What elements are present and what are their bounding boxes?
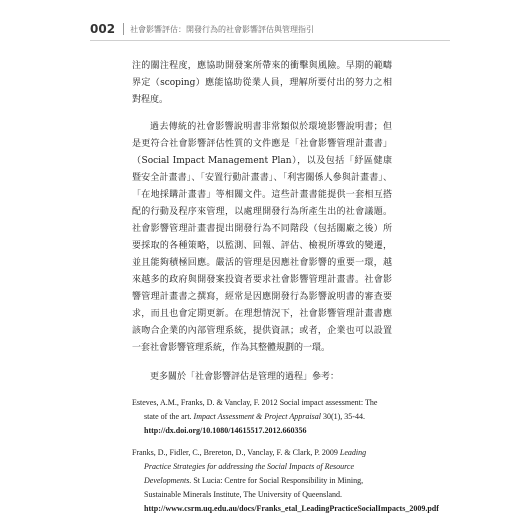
reference-journal: Impact Assessment & Project Appraisal	[193, 412, 321, 421]
reference-link[interactable]: http://dx.doi.org/10.1080/14615517.2012.660356	[144, 426, 307, 435]
paragraph-scoping: 注的關注程度，應協助開發案所帶來的衝擊與風險。早期的範疇界定（scoping）應能協助從業人員，理解所要付出的努力之相對程度。	[132, 61, 392, 105]
page-header	[90, 18, 450, 41]
reference-details: St Lucia: Centre for Social Responsibility in Mining, Sustainable Minerals Institute, The University of Queensland.	[144, 476, 364, 499]
body-text	[132, 58, 439, 524]
running-title: 社會影響評估：開發行為的社會影響評估與管理指引	[130, 24, 315, 34]
reference-item	[132, 396, 392, 438]
paragraph-management-plan: 過去傳統的社會影響說明書非常類似於環境影響說明書；但是更符合社會影響評估性質的文件應是「社會影響管理計畫書」（Social Impact Management Plan），以及包括「紓區健康暨安全計畫書」、「安置行動計畫書」、「利害關係人參與計畫書」、「在地採購計畫書」等相關文件。這些計畫書能提供一套相互搭配的行動及程序來管理，以處理開發行為所產生出的社會議題。社會影響管理計畫書提出開發行為不同階段（包括關廠之後）所要採取的各種策略，以監測、回報、評估、檢視所導致的變遷，並且能夠積極回應。嚴活的管理是因應社會影響的重要一環，越來越多的政府與開發案投資者要求社會影響管理計畫書。社會影響管理計畫書之撰寫，經常是因應開發行為影響說明書的審查要求，而且也會定期更新。在理想情況下，社會影響管理計畫書應該吻合企業的內部管理系統，提供資訊；或者，企業也可以設置一套社會影響管理系統，作為其整體規劃的一環。	[132, 122, 392, 353]
reference-item	[132, 446, 439, 516]
reference-link[interactable]: http://www.csrm.uq.edu.au/docs/Franks_etal_LeadingPracticeSocialImpacts_2009.pdf	[144, 504, 439, 513]
more-info-heading: 更多關於「社會影響評估是管理的過程」參考：	[150, 372, 340, 382]
page-number: 002	[90, 22, 116, 36]
reference-journal: Leading Practice Strategies for addressing the Social Impacts of Resource Developments.	[144, 448, 367, 485]
reference-details: 30(1), 35-44.	[322, 412, 365, 421]
header-divider	[123, 23, 124, 35]
reference-authors: Esteves, A.M., Franks, D. & Vanclay, F. 2012 Social impact assessment: The state of the art.	[132, 398, 378, 421]
reference-authors: Franks, D., Fidler, C., Brereton, D., Vanclay, F. & Clark, P. 2009	[132, 448, 338, 457]
